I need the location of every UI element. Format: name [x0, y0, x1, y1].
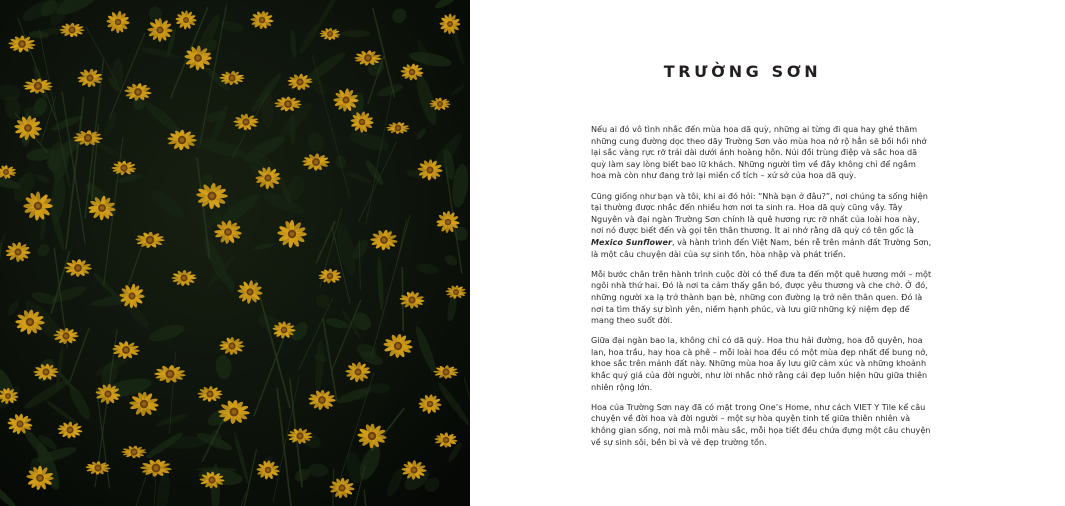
- paragraph-2-text-before: Cũng giống như bạn và tôi, khi ai đó hỏi: “Nhà bạn ở đâu?”, nơi chúng ta sống hiện tại thường được nhắc đến nhiều hơn nơi ta sinh ra. Hoa dã quỳ cũng vậy. Tây Nguyên và đại ngàn Trường Sơn chính là quê hương rực rỡ nhất của loài hoa này, nơi nó được biết đến và gọi tên thân thương. Ít ai nhớ rằng dã quỳ có tên gốc là: [591, 190, 928, 236]
- paragraph-2-emphasis: Mexico Sunflower: [591, 236, 672, 247]
- wild-sunflower-photo: [0, 0, 470, 506]
- wild-sunflower-field-image: [0, 0, 470, 506]
- paragraph-2: [591, 191, 933, 261]
- page-title: TRƯỜNG SƠN: [663, 62, 822, 81]
- paragraph-4: Giữa đại ngàn bao la, không chỉ có dã quỳ. Hoa thu hải đường, hoa đỗ quyên, hoa lan, hoa trầu, hay hoa cà phê – mỗi loài hoa đều có một mùa đẹp nhất để bung nở, khoe sắc trên mảnh đất này. Những mùa hoa ấy lưu giữ cảm xúc và những khoảnh khắc quý giá của đời người, như lời nhắc nhở rằng cái đẹp luôn hiện hữu giữa thiên nhiên rộng lớn.: [591, 335, 928, 392]
- paragraph-5: Hoa của Trường Sơn nay đã có mặt trong One’s Home, như cách VIET Y Tile kể câu chuyện về đời hoa và đời người – một sự hòa quyện tinh tế giữa thiên nhiên và không gian sống, nơi mà mỗi màu sắc, mỗi họa tiết đều chứa đựng một câu chuyện về sự sinh sôi, bền bỉ và vẻ đẹp trường tồn.: [591, 401, 931, 447]
- paragraph-1: Nếu ai đó vô tình nhắc đến mùa hoa dã quỳ, những ai từng đi qua hay ghé thăm những cung đường dọc theo dãy Trường Sơn vào mùa hoa nở rộ hẳn sẽ bồi hồi nhớ lại sắc vàng rực rỡ trải dài dưới ánh hoàng hôn. Núi đồi trùng điệp và sắc hoa dã quỳ làm say lòng biết bao lữ khách. Những người tìm về đây không chỉ để ngắm hoa mà còn như đang trở lại miền cổ tích – xứ sở của hoa dã quỳ.: [591, 124, 927, 181]
- text-page: [470, 0, 1065, 506]
- paragraph-2-text-after: , và hành trình đến Việt Nam, bén rễ trên mảnh đất Trường Sơn, là một câu chuyện dài của sự sinh tồn, hòa nhập và phát triển.: [591, 236, 932, 259]
- paragraph-3: Mỗi bước chân trên hành trình cuộc đời có thể đưa ta đến một quê hương mới – một ngôi nhà thứ hai. Đó là nơi ta cảm thấy gắn bó, được yêu thương và che chở. Ở đó, những người xa lạ trở thành bạn bè, những con đường lạ trở nên thân quen. Đó là nơi ta tìm thấy sự bình yên, niềm hạnh phúc, và lưu giữ những kỷ niệm đẹp để mang theo suốt đời.: [591, 268, 932, 326]
- article-body: [591, 124, 933, 457]
